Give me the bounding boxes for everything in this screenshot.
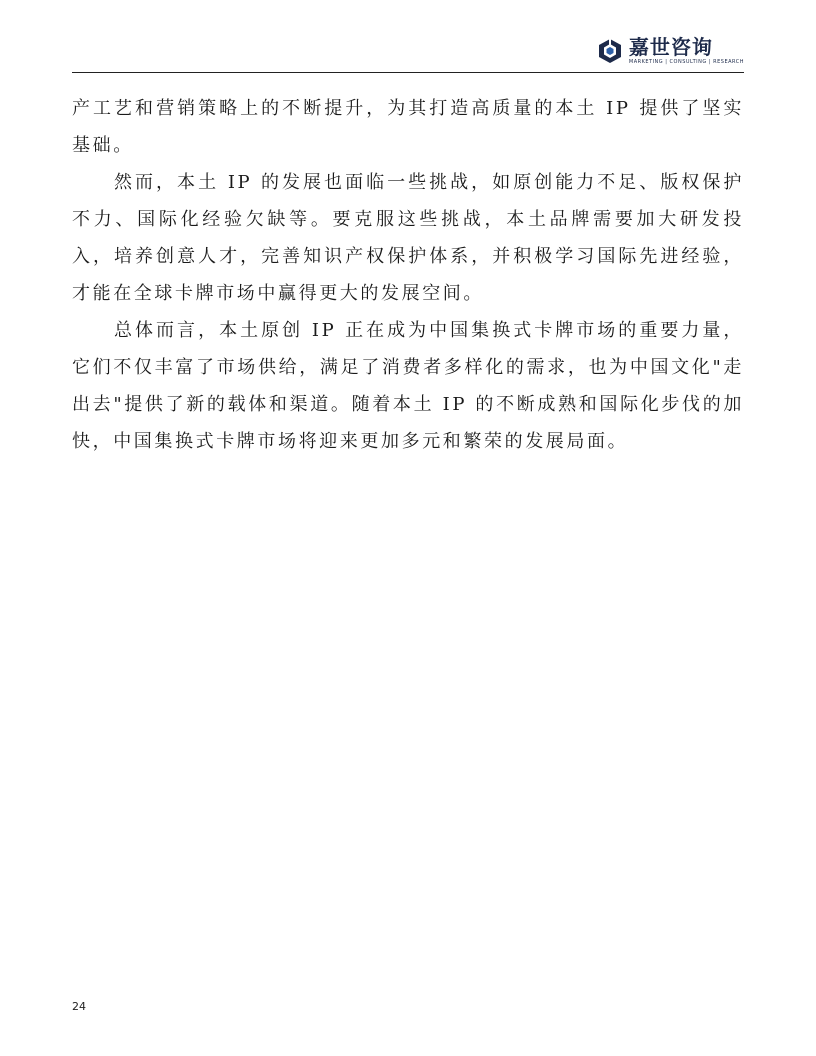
logo-name: 嘉世咨询	[628, 35, 713, 59]
paragraph-continuation: 产工艺和营销策略上的不断提升，为其打造高质量的本土 IP 提供了坚实基础。	[72, 98, 744, 156]
paragraph-summary: 总体而言，本土原创 IP 正在成为中国集换式卡牌市场的重要力量，它们不仅丰富了市场供给，满足了消费者多样化的需求，也为中国文化"走出去"提供了新的载体和渠道。随着本土 IP 的不断成熟和国际化步伐的加快，中国集换式卡牌市场将迎来更加多元和繁荣的发展局面。	[72, 320, 744, 452]
page-number: 24	[72, 1000, 86, 1013]
page-header	[72, 28, 744, 73]
logo-tagline: MARKETING | CONSULTING | RESEARCH	[628, 59, 744, 65]
logo-mark-icon	[597, 38, 623, 64]
company-logo	[597, 34, 744, 68]
paragraph-challenges: 然而，本土 IP 的发展也面临一些挑战，如原创能力不足、版权保护不力、国际化经验欠缺等。要克服这些挑战，本土品牌需要加大研发投入，培养创意人才，完善知识产权保护体系，并积极学习国际先进经验，才能在全球卡牌市场中赢得更大的发展空间。	[72, 172, 744, 304]
body-text	[72, 90, 744, 460]
